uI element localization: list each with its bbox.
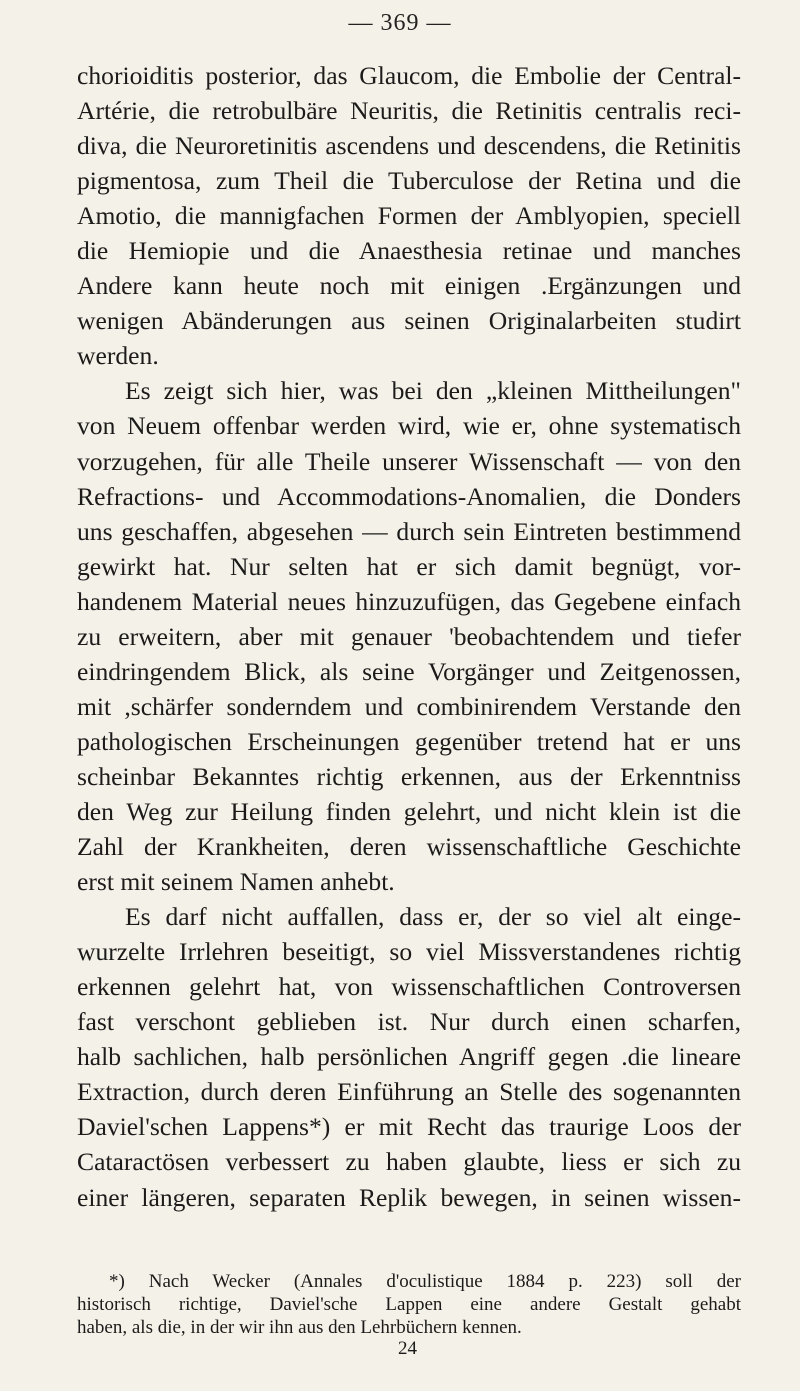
text-line: werden. — [77, 341, 159, 371]
text-line: pigmentosa, zum Theil die Tuberculose der Retina und die — [77, 166, 741, 196]
text-line: Refractions- und Accommodations-Anomalien, die Donders — [77, 481, 741, 511]
text-line: wenigen Abänderungen aus seinen Originalarbeiten studirt — [77, 306, 741, 336]
text-line: Zahl der Krankheiten, deren wissenschaftliche Geschichte — [77, 832, 741, 862]
text-line: gewirkt hat. Nur selten hat er sich damit begnügt, vor- — [77, 551, 741, 581]
body-text — [77, 58, 741, 1215]
paragraph-2 — [77, 373, 741, 899]
text-line: Extraction, durch deren Einführung an Stelle des sogenannten — [77, 1077, 741, 1107]
footnote-line: *) Nach Wecker (Annales d'oculistique 1884 p. 223) soll der — [109, 1271, 741, 1292]
signature-mark: 24 — [398, 1338, 417, 1359]
paragraph-3 — [77, 899, 741, 1214]
footnote-line: historisch richtige, Daviel'sche Lappen eine andere Gestalt gehabt — [77, 1294, 741, 1315]
text-line: Daviel'schen Lappens*) er mit Recht das traurige Loos der — [77, 1112, 741, 1142]
text-line: Es zeigt sich hier, was bei den „kleinen Mittheilungen" — [125, 376, 741, 406]
text-line: Cataractösen verbessert zu haben glaubte, liess er sich zu — [77, 1147, 741, 1177]
text-line: wurzelte Irrlehren beseitigt, so viel Missverstandenes richtig — [77, 937, 741, 967]
text-line: Artérie, die retrobulbäre Neuritis, die Retinitis centralis reci- — [77, 96, 741, 126]
text-line: von Neuem offenbar werden wird, wie er, ohne systematisch — [77, 411, 741, 441]
text-line: mit ,schärfer sonderndem und combinirendem Verstande den — [77, 691, 741, 721]
footnote-line: haben, als die, in der wir ihn aus den Lehrbüchern kennen. — [77, 1317, 522, 1338]
text-line: zu erweitern, aber mit genauer 'beobachtendem und tiefer — [77, 621, 741, 651]
text-line: handenem Material neues hinzuzufügen, das Gegebene einfach — [77, 586, 741, 616]
text-line: eindringendem Blick, als seine Vorgänger und Zeitgenossen, — [77, 656, 741, 686]
text-line: halb sachlichen, halb persönlichen Angriff gegen .die lineare — [77, 1042, 741, 1072]
text-line: fast verschont geblieben ist. Nur durch einen scharfen, — [77, 1007, 741, 1037]
text-line: pathologischen Erscheinungen gegenüber tretend hat er uns — [77, 726, 741, 756]
text-line: den Weg zur Heilung finden gelehrt, und nicht klein ist die — [77, 796, 741, 826]
text-line: Amotio, die mannigfachen Formen der Amblyopien, speciell — [77, 201, 741, 231]
text-line: Andere kann heute noch mit einigen .Ergänzungen und — [77, 271, 741, 301]
paragraph-1 — [77, 58, 741, 373]
footnote — [77, 1270, 741, 1339]
page-number: — 369 — — [348, 10, 452, 36]
text-line: uns geschaffen, abgesehen — durch sein Eintreten bestimmend — [77, 516, 741, 546]
text-line: die Hemiopie und die Anaesthesia retinae und manches — [77, 236, 741, 266]
text-line: scheinbar Bekanntes richtig erkennen, aus der Erkenntniss — [77, 761, 741, 791]
text-line: vorzugehen, für alle Theile unserer Wissenschaft — von den — [77, 446, 741, 476]
text-line: erkennen gelehrt hat, von wissenschaftlichen Controversen — [77, 972, 741, 1002]
text-line: einer längeren, separaten Replik bewegen, in seinen wissen- — [77, 1182, 741, 1212]
text-line: diva, die Neuroretinitis ascendens und descendens, die Retinitis — [77, 131, 741, 161]
text-line: erst mit seinem Namen anhebt. — [77, 867, 395, 897]
text-line: Es darf nicht auffallen, dass er, der so viel alt einge- — [125, 902, 741, 932]
text-line: chorioiditis posterior, das Glaucom, die Embolie der Central- — [77, 61, 741, 90]
